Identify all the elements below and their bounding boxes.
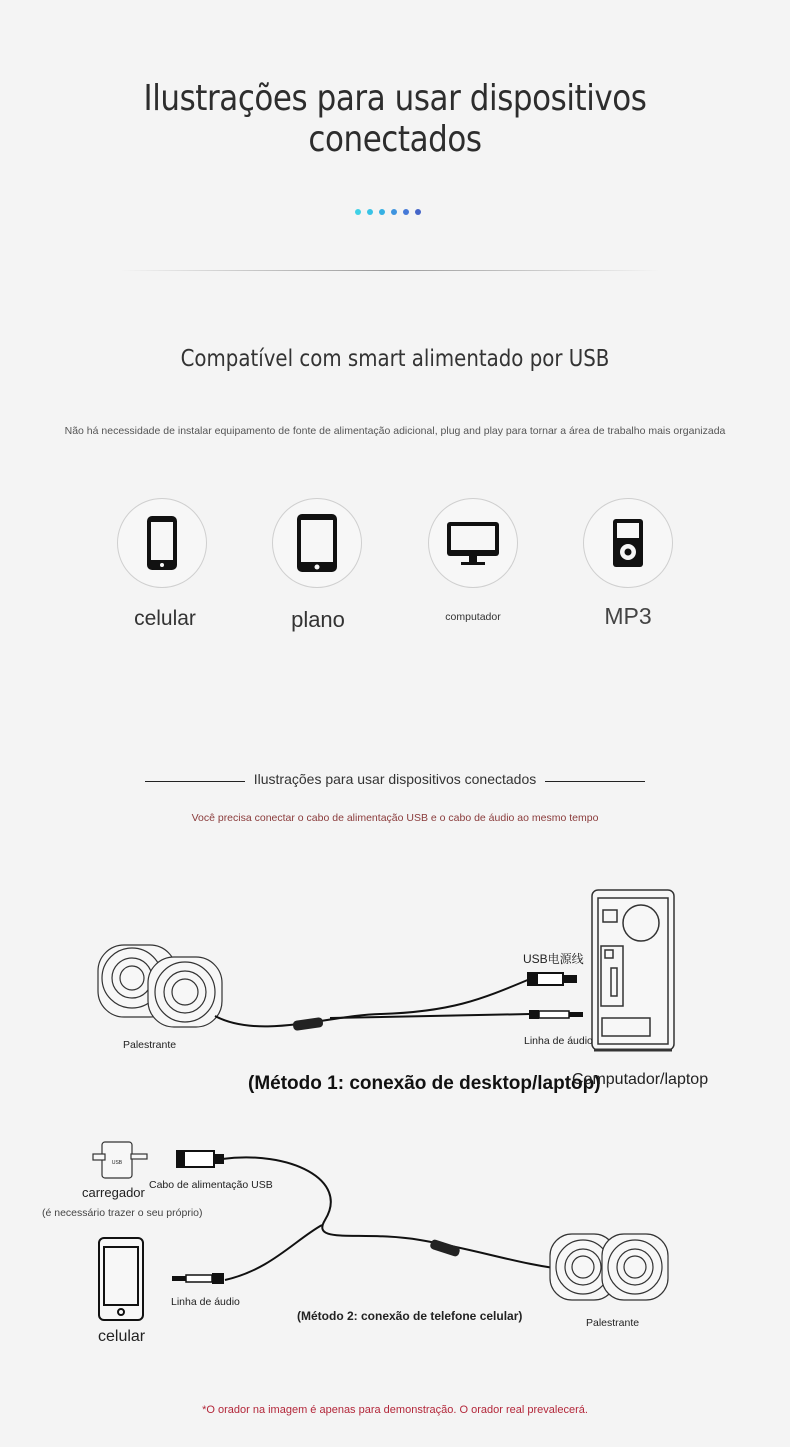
device-circle — [117, 498, 207, 588]
method2-usb-cable-label: Cabo de alimentação USB — [149, 1179, 273, 1191]
inline-control — [292, 1017, 323, 1031]
smartphone-icon — [99, 1238, 143, 1320]
device-computer — [428, 498, 518, 588]
decorative-dots — [355, 209, 421, 215]
connection-title: Ilustrações para usar dispositivos conectados — [253, 771, 537, 787]
method2-speaker-label: Palestrante — [586, 1317, 640, 1329]
divider — [120, 270, 660, 271]
usb-plug-icon — [176, 1150, 224, 1168]
method1-illustration — [0, 880, 790, 1070]
svg-text:USB: USB — [111, 1160, 123, 1166]
device-label-tablet: plano — [291, 607, 345, 632]
device-phone — [117, 498, 207, 588]
charger-icon — [93, 1142, 147, 1178]
method2-charger-label: carregador — [82, 1185, 145, 1200]
desktop-computer-icon — [592, 890, 674, 1050]
device-mp3 — [583, 498, 673, 588]
audio-plug-icon — [172, 1273, 224, 1284]
compat-description: Não há necessidade de instalar equipamento de fonte de alimentação adicional, plug and play para tornar a área de trabalho mais organizada — [64, 425, 726, 437]
method1-speaker-label: Palestrante — [123, 1039, 177, 1051]
footer-note: *O orador na imagem é apenas para demonstração. O orador real prevalecerá. — [202, 1404, 588, 1416]
monitor-icon — [445, 518, 501, 568]
device-tablet — [272, 498, 362, 588]
mp3-player-icon — [611, 517, 645, 569]
dot — [391, 209, 397, 215]
audio-plug-icon — [529, 1010, 583, 1019]
cable — [215, 979, 530, 1026]
speaker-icon — [550, 1234, 668, 1300]
device-circle — [583, 498, 673, 588]
dot — [403, 209, 409, 215]
method1-audio-label: Linha de áudio — [524, 1035, 593, 1047]
method1-computer-label: Computador/laptop — [572, 1071, 709, 1088]
device-circle — [428, 498, 518, 588]
dot — [355, 209, 361, 215]
method2-audio-label: Linha de áudio — [171, 1296, 240, 1308]
method2-caption: (Método 2: conexão de telefone celular) — [297, 1309, 523, 1323]
device-label-mp3: MP3 — [604, 603, 652, 629]
compat-title: Compatível com smart alimentado por USB — [180, 346, 610, 372]
cable — [222, 1157, 570, 1270]
method1-caption: (Método 1: conexão de desktop/laptop) — [248, 1073, 601, 1094]
dot — [379, 209, 385, 215]
method2-illustration — [0, 1130, 790, 1330]
speaker-icon — [98, 945, 222, 1027]
smartphone-icon — [142, 513, 182, 573]
device-label-computer: computador — [445, 611, 501, 623]
dot — [415, 209, 421, 215]
method1-usb-label: USB电源线 — [523, 952, 584, 966]
connection-note: Você precisa conectar o cabo de alimentação USB e o cabo de áudio ao mesmo tempo — [191, 812, 599, 824]
dot — [367, 209, 373, 215]
tablet-icon — [294, 512, 340, 574]
method2-charger-note: (é necessário trazer o seu próprio) — [42, 1207, 203, 1219]
method2-phone-label: celular — [98, 1328, 146, 1345]
device-circle — [272, 498, 362, 588]
inline-control — [429, 1239, 461, 1258]
device-label-phone: celular — [134, 607, 196, 630]
usb-plug-icon — [527, 972, 577, 986]
cable — [225, 1225, 322, 1280]
page-title: Ilustrações para usar dispositivos conectados — [143, 78, 647, 160]
